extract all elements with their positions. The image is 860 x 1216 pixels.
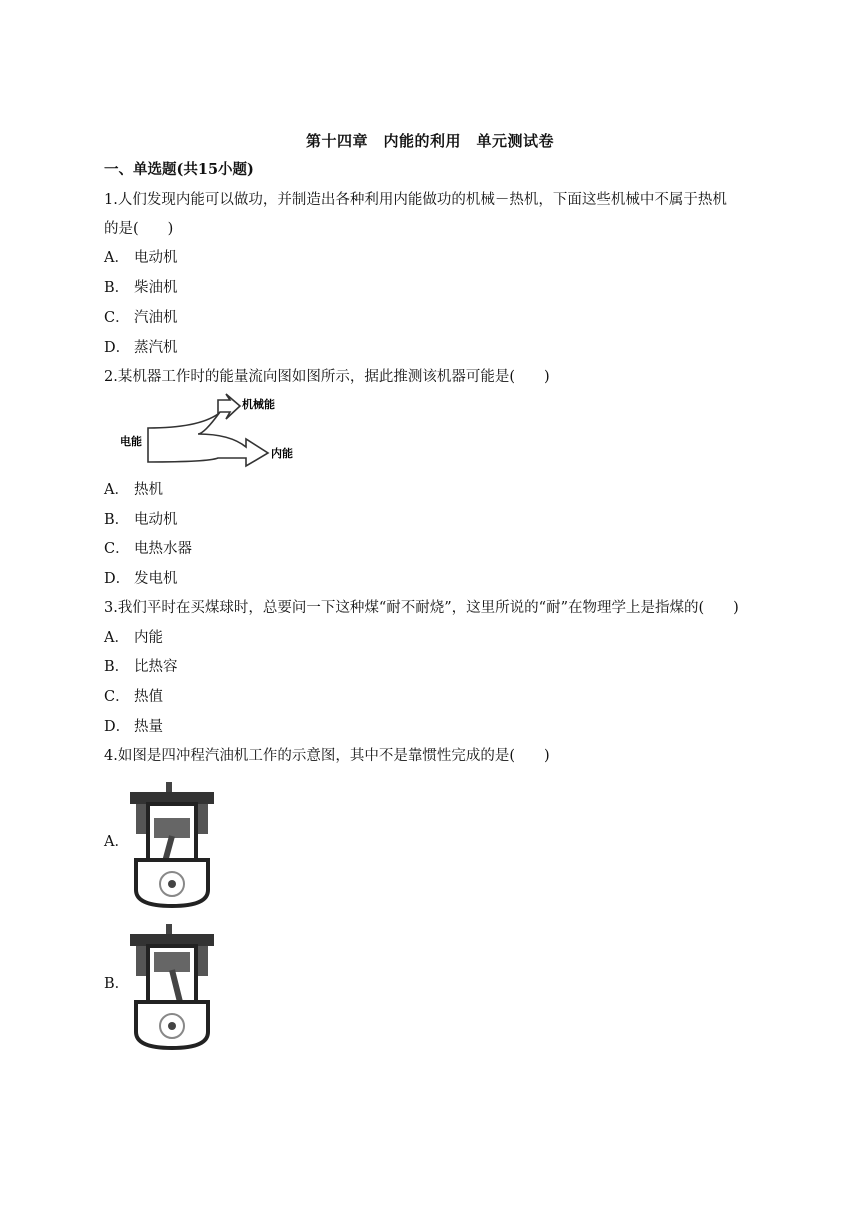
- question-4-option-b-label: B．: [104, 976, 130, 992]
- question-1-option-b: [104, 278, 178, 298]
- label-internal-energy: 内能: [271, 448, 293, 460]
- question-1-stem-line1: 1.人们发现内能可以做功，并制造出各种利用内能做功的机械－热机，下面这些机械中不属于热机: [104, 192, 727, 208]
- engine-diagram-a: [126, 780, 218, 910]
- page-title: 第十四章 内能的利用 单元测试卷: [305, 132, 554, 150]
- option-text: 发电机: [134, 571, 178, 587]
- crank-pin: [168, 880, 176, 888]
- piston: [154, 952, 190, 972]
- option-text: 内能: [134, 630, 163, 646]
- option-text: 热机: [134, 482, 163, 498]
- option-label: B．: [104, 512, 130, 528]
- option-text: 比热容: [134, 659, 178, 675]
- left-valve-housing: [136, 946, 146, 976]
- question-3-option-c: [104, 687, 163, 707]
- option-text: 蒸汽机: [134, 340, 178, 356]
- engine-diagram-b: [126, 922, 218, 1052]
- question-2-option-b: [104, 510, 178, 530]
- question-1-option-d: [104, 338, 178, 358]
- option-label: C．: [104, 541, 130, 557]
- option-text: 电动机: [134, 250, 178, 266]
- spark-plug: [166, 924, 172, 934]
- option-label: B．: [104, 280, 130, 296]
- option-label: D．: [104, 340, 131, 356]
- question-3-stem: 3.我们平时在买煤球时，总要问一下这种煤“耐不耐烧”，这里所说的“耐”在物理学上是指煤的( ): [104, 600, 739, 616]
- option-label: A．: [104, 482, 129, 498]
- label-mechanical-energy: 机械能: [242, 399, 275, 411]
- right-valve-housing: [198, 804, 208, 834]
- question-4-stem: 4.如图是四冲程汽油机工作的示意图，其中不是靠惯性完成的是( ): [104, 748, 550, 764]
- label-input-energy: 电能: [120, 436, 142, 448]
- option-label: A．: [104, 250, 129, 266]
- option-text: 热值: [134, 689, 163, 705]
- question-2-option-d: [104, 569, 178, 589]
- option-label: A．: [104, 630, 129, 646]
- question-2-stem: 2.某机器工作时的能量流向图如图所示，据此推测该机器可能是( ): [104, 369, 550, 385]
- option-text: 汽油机: [134, 310, 178, 326]
- option-label: C．: [104, 689, 130, 705]
- option-text: 电动机: [134, 512, 178, 528]
- question-3-option-b: [104, 657, 178, 677]
- question-3-option-a: [104, 628, 163, 648]
- option-text: 热量: [134, 719, 163, 735]
- option-label: D．: [104, 719, 131, 735]
- spark-plug: [166, 782, 172, 792]
- question-3-option-d: [104, 717, 163, 737]
- question-2-option-c: [104, 539, 192, 559]
- question-1-option-a: [104, 248, 178, 268]
- option-label: D．: [104, 571, 131, 587]
- question-2-option-a: [104, 480, 163, 500]
- energy-flow-diagram: [118, 392, 308, 474]
- right-valve-housing: [198, 946, 208, 976]
- option-label: B．: [104, 659, 130, 675]
- left-valve-housing: [136, 804, 146, 834]
- section-heading: 一、单选题(共15小题): [104, 161, 254, 178]
- piston: [154, 818, 190, 838]
- option-text: 电热水器: [134, 541, 192, 557]
- question-4-option-a-label: A．: [104, 834, 129, 850]
- option-label: C．: [104, 310, 130, 326]
- question-1-option-c: [104, 308, 178, 328]
- question-1-stem-line2: 的是( ): [104, 221, 174, 237]
- crank-pin: [168, 1022, 176, 1030]
- option-text: 柴油机: [134, 280, 178, 296]
